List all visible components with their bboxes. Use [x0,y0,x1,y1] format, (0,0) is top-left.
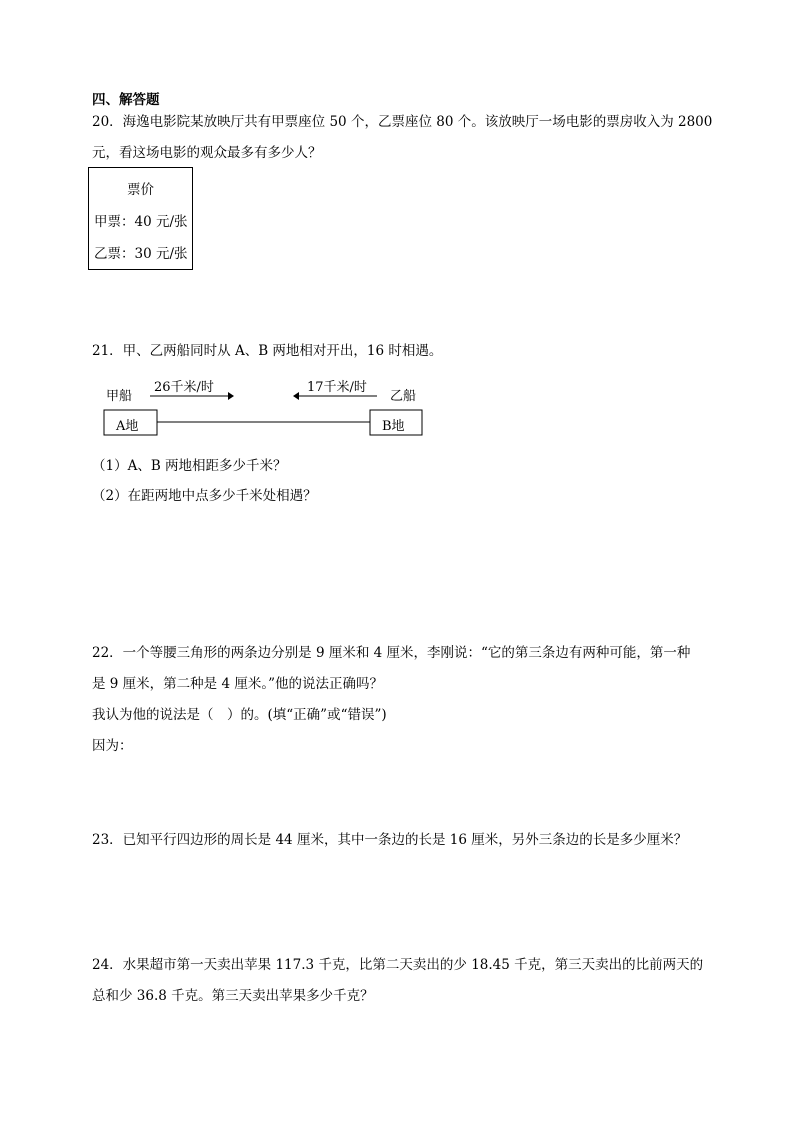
section-title: 四、解答题 [92,92,160,108]
right-speed-label: 17千米/时 [307,380,367,395]
right-arrow-head [293,392,299,400]
q20-line1: 20．海逸电影院某放映厅共有甲票座位 50 个，乙票座位 80 个。该放映厅一场电影的票房收入为 2800 [92,114,713,130]
ticket-price-box [88,167,193,270]
q20-line2: 元，看这场电影的观众最多有多少人？ [92,145,322,161]
q21-sub1: （1）A、B 两地相距多少千米？ [92,458,287,474]
q24-line1: 24．水果超市第一天卖出苹果 117.3 千克，比第二天卖出的少 18.45 千克，第三天卖出的比前两天的 [92,957,704,973]
ships-diagram-svg [100,372,430,442]
place-b-label: B地 [382,419,405,434]
q24-line2: 总和少 36.8 千克。第三天卖出苹果多少千克？ [92,988,374,1004]
price-row-yi: 乙票：30 元/张 [94,246,188,262]
price-box-title: 票价 [127,182,154,198]
left-arrow-head [228,392,234,400]
place-a-label: A地 [116,419,139,434]
q21-sub2: （2）在距两地中点多少千米处相遇？ [92,488,317,504]
price-row-jia: 甲票：40 元/张 [94,214,188,230]
right-ship-label: 乙船 [390,389,417,404]
left-ship-label: 甲船 [106,389,133,404]
q21-line1: 21．甲、乙两船同时从 A、B 两地相对开出，16 时相遇。 [92,343,443,359]
q22-line3: 我认为他的说法是（ ）的。(填“正确”或“错误”) [92,707,387,723]
q23-line1: 23．已知平行四边形的周长是 44 厘米，其中一条边的长是 16 厘米，另外三条边的长是多少厘米？ [92,832,688,848]
q22-line4: 因为： [92,738,133,754]
q22-line2: 是 9 厘米，第二种是 4 厘米。”他的说法正确吗？ [92,676,383,692]
left-speed-label: 26千米/时 [154,380,214,395]
q22-line1: 22．一个等腰三角形的两条边分别是 9 厘米和 4 厘米，李刚说：“它的第三条边有两种可能，第一种 [92,645,691,661]
ships-diagram [100,372,430,442]
